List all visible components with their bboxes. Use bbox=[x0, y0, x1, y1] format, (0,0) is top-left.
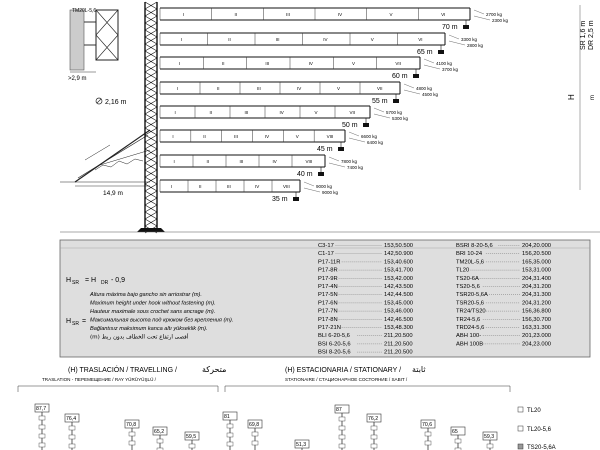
jib-segment-label: III bbox=[257, 86, 261, 91]
model-value: 156,20.500 bbox=[522, 251, 552, 258]
model-name: P17-6N bbox=[318, 300, 338, 307]
model-name: TR24/TS20 bbox=[456, 308, 486, 315]
offset-label: >2,9 m bbox=[68, 76, 87, 82]
jib-segment-label: III bbox=[244, 110, 249, 115]
model-value: 204,31.300 bbox=[522, 292, 552, 299]
height-label: 69,8 bbox=[249, 422, 260, 428]
height-label: 76,2 bbox=[368, 416, 379, 422]
jib-row bbox=[160, 33, 484, 56]
erection-sketch bbox=[60, 130, 150, 197]
model-value: 211,20.500 bbox=[384, 349, 413, 356]
height-label: 59,3 bbox=[484, 434, 495, 440]
model-value: 211,20.500 bbox=[384, 341, 413, 348]
travelling-arabic: متحركة bbox=[202, 365, 227, 374]
jib-segment-label: IV bbox=[255, 184, 260, 189]
jib-max-load: 7400 kg bbox=[347, 165, 364, 170]
model-name: TSR20-5,6A bbox=[456, 292, 488, 299]
jib-tip-load: 6600 kg bbox=[361, 134, 378, 139]
model-name: BRI 10-24 bbox=[456, 251, 483, 258]
jib-length: 60 m bbox=[392, 73, 408, 80]
formula-minus: - 0,9 bbox=[111, 277, 126, 284]
model-value: 201,23.000 bbox=[522, 333, 552, 340]
jib-length: 50 m bbox=[342, 122, 358, 129]
height-mast bbox=[35, 404, 49, 450]
model-name: P17-21N bbox=[318, 325, 341, 331]
stationary-title: (H) ESTACIONARIA / STATIONARY / bbox=[285, 367, 402, 374]
section-headers bbox=[18, 365, 510, 392]
height-label: 70,8 bbox=[126, 422, 137, 428]
model-name: TSR20-5,6 bbox=[456, 300, 485, 307]
model-value: 153,31.000 bbox=[522, 267, 552, 274]
jib-segment-label: IV bbox=[297, 86, 302, 91]
definition-line: Maximum height under hook without fastening (m). bbox=[90, 300, 216, 307]
height-label: 87,7 bbox=[36, 406, 47, 412]
model-name: P17-4N bbox=[318, 284, 338, 290]
jib-segment-label: II bbox=[203, 134, 206, 139]
jib-segment-label: V bbox=[352, 61, 356, 66]
model-value: 204,20.000 bbox=[522, 243, 552, 249]
formula-h-sub: SR bbox=[72, 280, 79, 286]
h-label: H bbox=[567, 94, 576, 100]
mast-width-label: 2,16 m bbox=[105, 99, 127, 106]
jib-length: 40 m bbox=[297, 171, 313, 178]
jib-tip-load: 7800 kg bbox=[341, 159, 358, 164]
definition-line: (m) أقصى ارتفاع تحت الخطاف بدون ربط bbox=[90, 334, 189, 341]
height-mast bbox=[451, 427, 465, 450]
jib-row bbox=[160, 8, 509, 31]
side-labels bbox=[567, 5, 596, 190]
mast-width-dim bbox=[96, 98, 127, 106]
height-label: 65 bbox=[452, 429, 458, 435]
model-value: 153,48.300 bbox=[384, 325, 414, 331]
jib-segment-label: II bbox=[234, 12, 238, 17]
jib-segment-label: I bbox=[180, 37, 183, 42]
definition-line: Hauteur maximale sous crochet sans ancrage (m). bbox=[90, 309, 216, 315]
jib-segment-label: II bbox=[209, 110, 213, 115]
jib-segment-label: VIII bbox=[283, 184, 290, 189]
height-label: 81 bbox=[224, 414, 230, 420]
jib-max-load: 2800 kg bbox=[467, 43, 484, 48]
model-name: TR24-5,6 bbox=[456, 316, 481, 323]
height-mast bbox=[483, 432, 497, 450]
anchor-label: TM20L-5,6 bbox=[72, 8, 97, 14]
height-label: 87 bbox=[336, 407, 342, 413]
jib-segment-label: V bbox=[389, 12, 393, 17]
height-label: 70,6 bbox=[422, 422, 433, 428]
jib-segment-label: IV bbox=[308, 61, 313, 66]
height-mast bbox=[335, 405, 349, 450]
jib-max-load: 9000 kg bbox=[322, 190, 339, 195]
definition-line: Altura máxima bajo gancho sin arriostrar (m). bbox=[90, 292, 202, 298]
height-mast bbox=[223, 412, 237, 450]
dr-label: DR 2,5 m bbox=[588, 20, 595, 50]
jib-segment-label: III bbox=[275, 37, 280, 42]
travelling-title: (H) TRASLACIÓN / TRAVELLING / bbox=[68, 367, 177, 374]
model-value: 163,31.300 bbox=[522, 325, 552, 331]
jib-rows bbox=[160, 8, 509, 203]
formula2-h: H bbox=[66, 318, 72, 325]
model-name: BSRI 8-20-5,6 bbox=[456, 243, 493, 249]
formula2-h-sub: SR bbox=[72, 321, 79, 327]
jib-segment-label: I bbox=[177, 86, 179, 91]
jib-segment-label: V bbox=[314, 110, 318, 115]
height-label: 76,4 bbox=[66, 416, 77, 422]
jib-segment-label: I bbox=[173, 159, 175, 164]
jib-segment-label: II bbox=[217, 86, 220, 91]
model-value: 165,35.000 bbox=[522, 259, 552, 266]
jib-segment-label: III bbox=[265, 61, 270, 66]
model-value: 153,41.700 bbox=[384, 267, 414, 274]
model-value: 204,31.200 bbox=[522, 284, 552, 290]
jib-row bbox=[160, 155, 364, 178]
height-mast bbox=[185, 432, 199, 450]
height-label: 59,5 bbox=[186, 434, 197, 440]
info-table bbox=[60, 240, 590, 357]
model-name: BSI 8-20-5,6 bbox=[318, 349, 351, 356]
height-mast bbox=[421, 420, 435, 450]
model-name: TL20 bbox=[456, 267, 470, 274]
model-name: P17-9R bbox=[318, 275, 338, 282]
stationary-subtitle: STATIONAIRE / СТАЦИОНАРНОЕ СОСТОЯНИЕ / SABIT / bbox=[285, 377, 408, 382]
jib-row bbox=[160, 82, 439, 105]
jib-segment-label: III bbox=[286, 12, 290, 17]
model-value: 142,50.900 bbox=[384, 251, 414, 258]
jib-segment-label: I bbox=[182, 12, 185, 17]
model-value: 204,23.000 bbox=[522, 341, 552, 348]
legend bbox=[518, 407, 556, 450]
model-value: 156,36.800 bbox=[522, 308, 552, 315]
jib-segment-label: IV bbox=[272, 159, 277, 164]
jib-max-load: 6400 kg bbox=[367, 140, 384, 145]
jib-segment-label: I bbox=[171, 184, 173, 189]
height-mast bbox=[125, 420, 139, 450]
model-name: BSI 6-20-5,6 bbox=[318, 341, 351, 348]
jib-row bbox=[160, 130, 384, 153]
jib-row bbox=[160, 180, 339, 203]
stationary-arabic: ثابتة bbox=[412, 365, 426, 374]
jib-row bbox=[160, 106, 409, 129]
legend-item-3: TS20-5,6A bbox=[527, 445, 556, 450]
jib-tip-load: 4800 kg bbox=[416, 86, 433, 91]
jib-tip-load: 9000 kg bbox=[316, 184, 333, 189]
model-value: 204,31.400 bbox=[522, 275, 552, 282]
model-name: C1-17 bbox=[318, 251, 334, 258]
jib-segment-label: V bbox=[295, 134, 299, 139]
jib-length: 70 m bbox=[442, 24, 458, 31]
jib-segment-label: IV bbox=[323, 37, 328, 42]
definition-line: Максимальная высота под крюком без крепления (m). bbox=[90, 317, 234, 324]
jib-segment-label: VII bbox=[349, 110, 356, 115]
height-mast bbox=[65, 414, 79, 450]
height-masts bbox=[35, 404, 497, 450]
jib-segment-label: V bbox=[337, 86, 341, 91]
jib-segment-label: VII bbox=[395, 61, 401, 66]
jib-segment-label: I bbox=[178, 61, 180, 66]
height-mast bbox=[153, 427, 167, 450]
model-name: TM20L-5,6 bbox=[456, 259, 485, 266]
formula-eq-sub: DR bbox=[101, 280, 109, 286]
jib-max-load: 5300 kg bbox=[392, 116, 409, 121]
base-width-label: 14,9 m bbox=[103, 190, 123, 197]
jib-segment-label: IV bbox=[337, 12, 343, 17]
sr-label: SR 1,6 m bbox=[580, 20, 587, 50]
jib-length: 55 m bbox=[372, 98, 388, 105]
jib-segment-label: II bbox=[199, 184, 202, 189]
model-name: TRD24-5,6 bbox=[456, 325, 485, 331]
jib-tip-load: 2700 kg bbox=[486, 12, 503, 17]
jib-segment-label: VI bbox=[418, 37, 423, 42]
jib-segment-label: III bbox=[227, 184, 231, 189]
height-label: 65,2 bbox=[154, 429, 165, 435]
formula-h: H bbox=[66, 277, 72, 284]
jib-max-load: 4500 kg bbox=[422, 92, 439, 97]
legend-item-1: TL20 bbox=[527, 408, 541, 414]
model-name: P17-11R bbox=[318, 259, 341, 266]
travelling-subtitle: TRASLATION - ПЕРЕМЕЩЕНИЕ / RAY YÜRÜYÜŞLÜ / bbox=[42, 377, 156, 382]
model-value: 211,20.500 bbox=[384, 333, 413, 340]
definition-line: Bağlantısız maksimum kanca altı yükseklik (m). bbox=[90, 326, 208, 332]
model-name: TS20-6A bbox=[456, 275, 479, 282]
model-value: 142,46.500 bbox=[384, 316, 414, 323]
model-name: TS20-5,6 bbox=[456, 284, 480, 290]
model-name: C3-17 bbox=[318, 243, 334, 249]
jib-segment-label: III bbox=[239, 159, 244, 164]
h-mark: m bbox=[590, 95, 596, 100]
model-value: 153,45.000 bbox=[384, 300, 414, 307]
jib-length: 35 m bbox=[272, 196, 288, 203]
jib-segment-label: IV bbox=[279, 110, 284, 115]
model-value: 153,50.500 bbox=[384, 243, 414, 249]
model-value: 204,31.200 bbox=[522, 300, 552, 307]
jib-segment-label: VII bbox=[377, 86, 383, 91]
jib-segment-label: VIII bbox=[326, 134, 334, 139]
jib-segment-label: IV bbox=[264, 134, 270, 139]
jib-segment-label: I bbox=[172, 134, 174, 139]
jib-max-load: 3700 kg bbox=[442, 67, 459, 72]
height-mast bbox=[295, 440, 309, 450]
jib-tip-load: 5700 kg bbox=[386, 110, 403, 115]
model-value: 142,44.500 bbox=[384, 292, 414, 299]
tie-in-sketch bbox=[68, 8, 118, 82]
model-name: P17-8R bbox=[318, 267, 338, 274]
model-name: P17-7N bbox=[318, 308, 338, 315]
height-mast bbox=[248, 420, 262, 450]
model-name: P17-5N bbox=[318, 292, 338, 299]
jib-tip-load: 4100 kg bbox=[436, 61, 453, 66]
jib-segment-label: III bbox=[234, 134, 238, 139]
jib-row bbox=[160, 57, 459, 80]
legend-item-2: TL20-5,6 bbox=[527, 427, 552, 433]
height-label: 51,3 bbox=[296, 442, 307, 448]
model-name: ABH 100B bbox=[456, 341, 484, 348]
jib-max-load: 2300 kg bbox=[492, 18, 509, 23]
jib-tip-load: 3300 kg bbox=[461, 37, 478, 42]
model-name: P17-8N bbox=[318, 316, 338, 323]
model-value: 142,43.500 bbox=[384, 284, 414, 290]
jib-length: 45 m bbox=[317, 146, 333, 153]
formula2-eq: = bbox=[82, 318, 87, 325]
jib-segment-label: VI bbox=[441, 12, 446, 17]
model-name: BLI 6-20-5,6 bbox=[318, 333, 350, 340]
model-value: 156,30.700 bbox=[522, 316, 552, 323]
jib-segment-label: II bbox=[228, 37, 231, 42]
model-value: 153,42.000 bbox=[384, 275, 414, 282]
jib-length: 65 m bbox=[417, 49, 433, 56]
model-value: 153,40.600 bbox=[384, 259, 414, 266]
height-mast bbox=[367, 414, 381, 450]
formula-eq: = H bbox=[85, 277, 97, 284]
jib-segment-label: V bbox=[370, 37, 374, 42]
jib-segment-label: I bbox=[174, 110, 176, 115]
jib-segment-label: II bbox=[206, 159, 210, 164]
model-name: ABH 100- bbox=[456, 333, 482, 340]
jib-segment-label: II bbox=[222, 61, 225, 66]
jib-segment-label: VIII bbox=[305, 159, 313, 164]
model-value: 153,46.000 bbox=[384, 308, 414, 315]
